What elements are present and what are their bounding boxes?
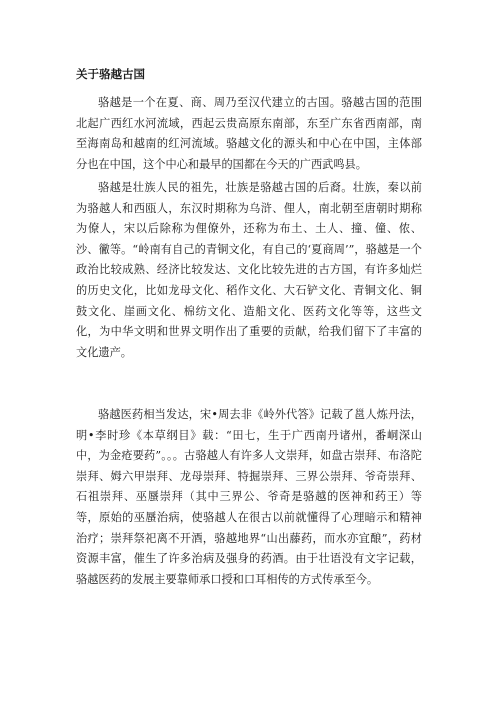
paragraph-medicine: 骆越医药相当发达，宋•周去非《岭外代答》记载了邕人炼丹法，明•李时珍《本草纲目》载：“田七，生于广西南丹诸州，番峒深山中，为金疮要药”。。。古骆越人有许多人文崇拜，如盘古崇拜、布洛陀崇拜、姆六甲崇拜、龙母崇拜、特掘崇拜、三界公崇拜、爷奇崇拜、石祖崇拜、巫蜃崇拜（其中三界公、爷奇是骆越的医神和药王）等等，原始的巫蜃治病，使骆越人在很古以前就懂得了心理暗示和精神治疗；崇拜祭祀离不开酒，骆越地界“山出藤药，而水亦宜酿”，药材资源丰富，催生了许多治病及强身的药酒。由于壮语没有文字记载，骆越医药的发展主要靠师承口授和口耳相传的方式传承至今。	[76, 408, 422, 586]
document-title: 关于骆越古国	[76, 67, 145, 81]
paragraph-zhuang-ancestry: 骆越是壮族人民的祖先，壮族是骆越古国的后裔。壮族，秦以前为骆越人和西瓯人，东汉时期称为乌浒、俚人，南北朝至唐朝时期称为僚人，宋以后除称为俚僚外，还称为布土、土人、撞、僮、侬、沙、徶等。“岭南有自己的青铜文化，有自己的‘夏商周’”，骆越是一个政治比较成熟、经济比较发达、文化比较先进的古方国，有许多灿烂的历史文化，比如龙母文化、稻作文化、大石铲文化、青铜文化、铜鼓文化、崖画文化、棉纺文化、造船文化、医药文化等等，这些文化，为中华文明和世界文明作出了重要的贡献，给我们留下了丰富的文化遗产。	[76, 181, 422, 359]
paragraph-origin: 骆越是一个在夏、商、周乃至汉代建立的古国。骆越古国的范围北起广西红水河流域，西起云贵高原东南部，东至广东省西南部，南至海南岛和越南的红河流域。骆越文化的源头和中心在中国，主体部分也在中国，这个中心和最早的国都在今天的广西武鸣县。	[76, 96, 422, 171]
